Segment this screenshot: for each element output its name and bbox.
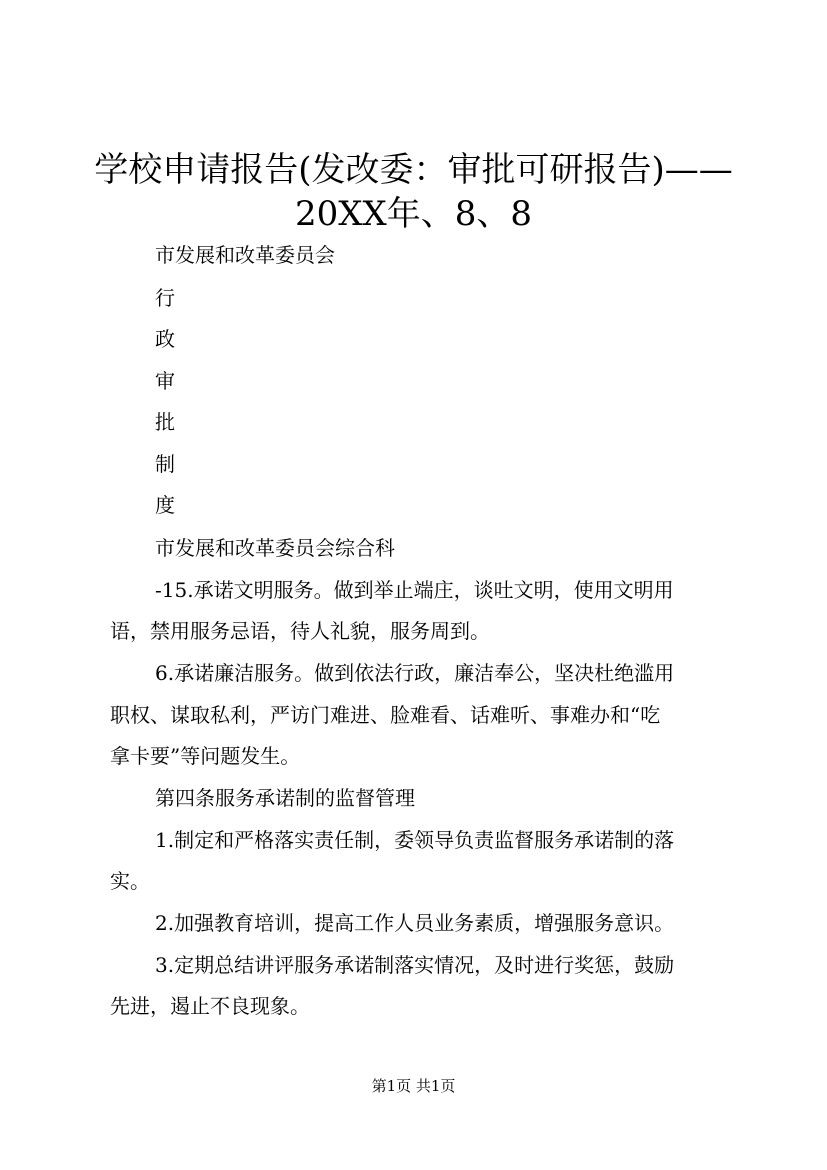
paragraph-item-2: 2.加强教育培训，提高工作人员业务素质，增强服务意识。 [155, 911, 675, 935]
document-title-line-2: 20XX年、8、8 [295, 194, 532, 234]
paragraph-item-1-line-1: 1.制定和严格落实责任制，委领导负责监督服务承诺制的落 [155, 828, 675, 852]
paragraph-committee: 市发展和改革委员会 [155, 243, 335, 267]
paragraph-civil-service-line-1: -15.承诺文明服务。做到举止端庄，谈吐文明，使用文明用 [155, 578, 674, 602]
vertical-char: 行 [155, 286, 175, 310]
paragraph-clean-service-line-2: 职权、谋取私利，严访门难进、脸难看、话难听、事难办和“吃 [110, 703, 661, 727]
paragraph-department: 市发展和改革委员会综合科 [155, 536, 395, 560]
document-title-line-1: 学校申请报告(发改委：审批可研报告)—— [94, 150, 733, 190]
paragraph-civil-service-line-2: 语，禁用服务忌语，待人礼貌，服务周到。 [110, 619, 490, 643]
paragraph-clean-service-line-1: 6.承诺廉洁服务。做到依法行政，廉洁奉公，坚决杜绝滥用 [155, 661, 675, 685]
paragraph-item-3-line-2: 先进，遏止不良现象。 [110, 994, 310, 1018]
vertical-char: 审 [155, 369, 175, 393]
paragraph-item-1-line-2: 实。 [110, 869, 150, 893]
page-footer: 第1页 共1页 [371, 1077, 456, 1095]
section-heading: 第四条服务承诺制的监督管理 [155, 786, 415, 810]
vertical-char: 度 [155, 493, 175, 517]
vertical-char: 制 [155, 452, 175, 476]
vertical-char: 政 [155, 327, 175, 351]
paragraph-item-3-line-1: 3.定期总结讲评服务承诺制落实情况，及时进行奖惩，鼓励 [155, 953, 675, 977]
paragraph-clean-service-line-3: 拿卡要”等问题发生。 [110, 744, 301, 768]
vertical-char: 批 [155, 410, 175, 434]
